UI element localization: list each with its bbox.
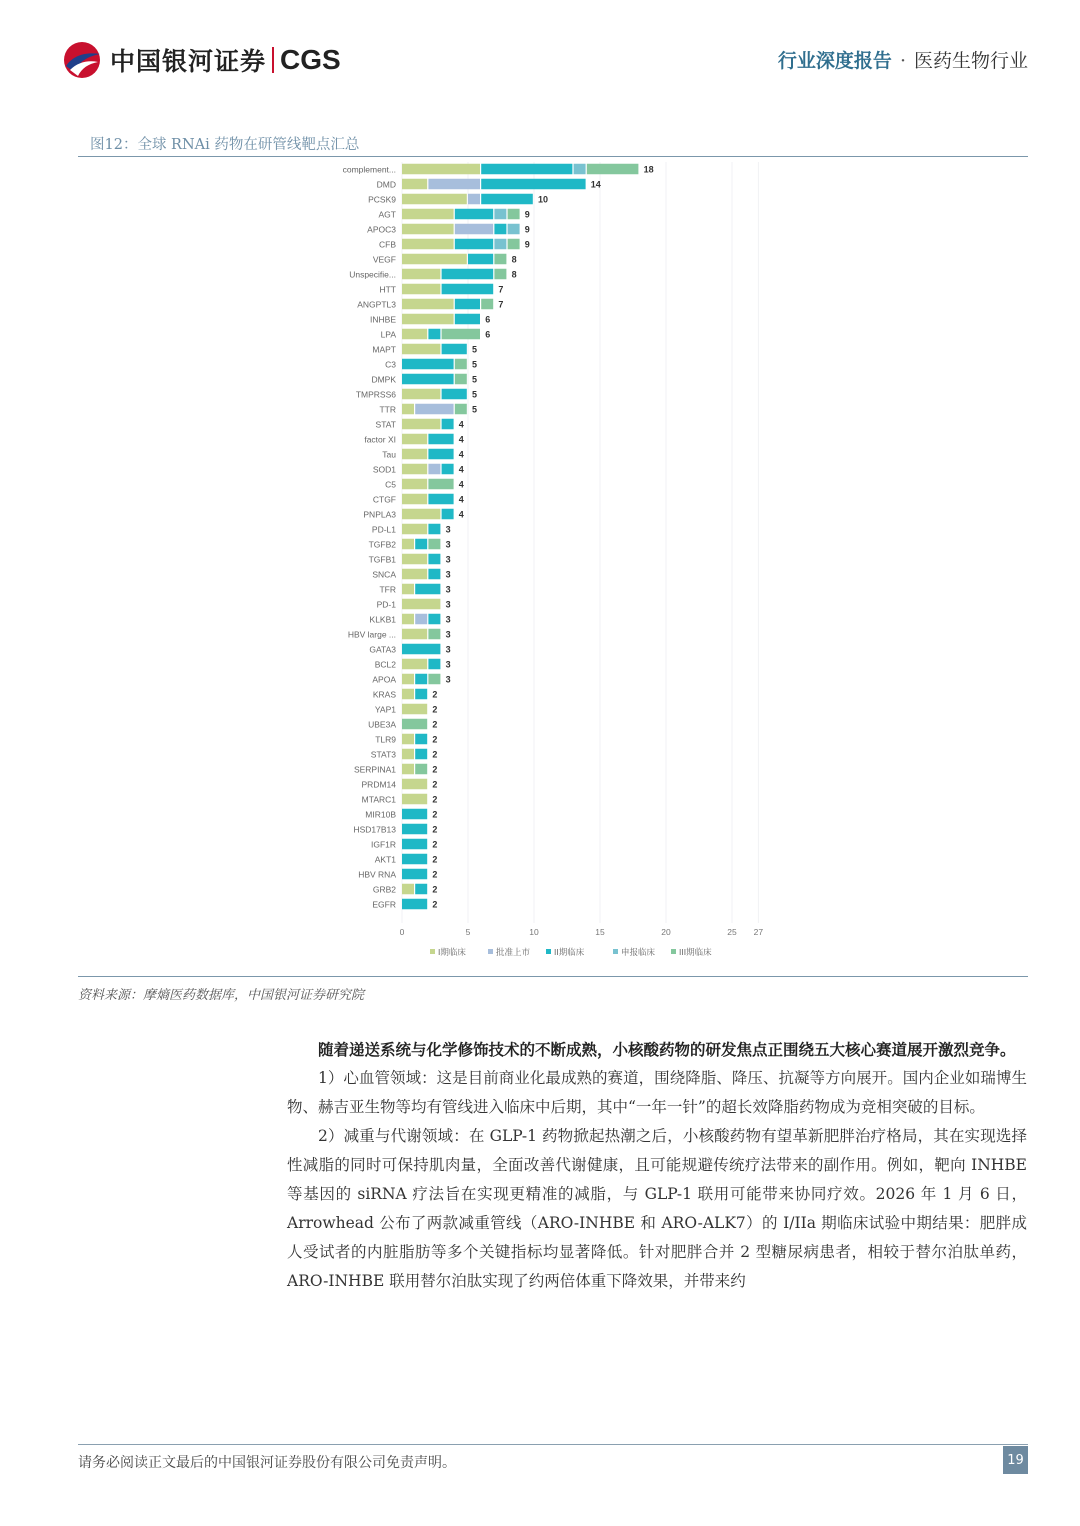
bar-segment bbox=[402, 839, 427, 850]
category-label: GRB2 bbox=[372, 884, 396, 895]
logo-divider bbox=[272, 47, 274, 73]
x-tick-label: 10 bbox=[529, 927, 539, 937]
page-header bbox=[0, 0, 1080, 110]
total-label: 3 bbox=[445, 569, 451, 580]
bar-segment bbox=[494, 254, 506, 265]
x-tick-label: 25 bbox=[727, 927, 737, 937]
rnai-target-chart bbox=[330, 158, 780, 958]
total-label: 3 bbox=[445, 614, 451, 625]
bar-segment bbox=[402, 734, 414, 745]
bar-segment bbox=[481, 299, 493, 310]
legend-label: 批准上市 bbox=[496, 947, 531, 957]
bar-segment bbox=[455, 239, 493, 250]
total-label: 3 bbox=[445, 584, 451, 595]
page-number: 19 bbox=[1003, 1446, 1028, 1474]
bar-segment bbox=[428, 449, 453, 460]
category-label: HBV large ... bbox=[347, 629, 396, 640]
bar-segment bbox=[455, 299, 480, 310]
report-category bbox=[778, 46, 1028, 73]
category-label: MIR10B bbox=[365, 809, 396, 820]
bar-segment bbox=[402, 494, 427, 505]
category-label: EGFR bbox=[372, 899, 396, 910]
category-label: UBE3A bbox=[368, 719, 396, 730]
category-label: TGFB2 bbox=[368, 539, 396, 550]
x-tick-label: 20 bbox=[661, 927, 671, 937]
bar-segment bbox=[402, 824, 427, 835]
total-label: 2 bbox=[432, 734, 438, 745]
logo-chinese-name: 中国银河证券 bbox=[110, 47, 267, 76]
category-label: KLKB1 bbox=[369, 614, 396, 625]
bar-segment bbox=[402, 569, 427, 580]
bar-segment bbox=[402, 794, 427, 805]
category-label: TTR bbox=[379, 404, 396, 415]
total-label: 10 bbox=[538, 194, 549, 205]
footer-rule bbox=[78, 1444, 1028, 1445]
category-label: MTARC1 bbox=[361, 794, 396, 805]
lead-paragraph: 随着递送系统与化学修饰技术的不断成熟，小核酸药物的研发焦点正围绕五大核心赛道展开激烈竞争。 bbox=[318, 1040, 1016, 1059]
total-label: 2 bbox=[432, 839, 438, 850]
bar-segment bbox=[415, 734, 427, 745]
category-label: TMPRSS6 bbox=[355, 389, 396, 400]
legend-label: III期临床 bbox=[679, 947, 712, 957]
legend-swatch bbox=[613, 949, 618, 954]
total-label: 3 bbox=[445, 554, 451, 565]
bar-segment bbox=[402, 674, 414, 685]
bar-segment bbox=[415, 674, 427, 685]
bar-segment bbox=[402, 389, 440, 400]
total-label: 3 bbox=[445, 539, 451, 550]
bar-segment bbox=[587, 164, 639, 175]
total-label: 5 bbox=[472, 404, 478, 415]
bar-segment bbox=[402, 629, 427, 640]
bar-segment bbox=[402, 449, 427, 460]
total-label: 3 bbox=[445, 524, 451, 535]
category-label: Tau bbox=[382, 449, 396, 460]
category-label: HTT bbox=[379, 284, 396, 295]
bar-segment bbox=[428, 674, 440, 685]
category-label: DMD bbox=[376, 179, 396, 190]
category-label: PD-L1 bbox=[371, 524, 396, 535]
bar-segment bbox=[442, 419, 454, 430]
bar-segment bbox=[415, 689, 427, 700]
category-label: GATA3 bbox=[369, 644, 396, 655]
bar-segment bbox=[574, 164, 586, 175]
total-label: 2 bbox=[432, 854, 438, 865]
category-label: VEGF bbox=[372, 254, 396, 265]
category-label: SOD1 bbox=[372, 464, 396, 475]
total-label: 2 bbox=[432, 794, 438, 805]
total-label: 7 bbox=[498, 299, 504, 310]
figure-title: 图12：全球 RNAi 药物在研管线靶点汇总 bbox=[90, 137, 360, 153]
bar-segment bbox=[442, 284, 494, 295]
bar-segment bbox=[442, 344, 467, 355]
total-label: 2 bbox=[432, 779, 438, 790]
bar-segment bbox=[402, 884, 414, 895]
bar-segment bbox=[402, 599, 440, 610]
figure-source: 资料来源：摩熵医药数据库，中国银河证券研究院 bbox=[78, 988, 365, 1003]
bar-segment bbox=[402, 464, 427, 475]
category-label: IGF1R bbox=[370, 839, 396, 850]
bar-segment bbox=[402, 524, 427, 535]
bar-segment bbox=[442, 464, 454, 475]
total-label: 2 bbox=[432, 704, 438, 715]
bar-segment bbox=[402, 434, 427, 445]
bar-segment bbox=[415, 404, 453, 415]
bar-segment bbox=[402, 254, 467, 265]
category-label: Unspecifie... bbox=[349, 269, 396, 280]
category-label: AGT bbox=[378, 209, 396, 220]
bar-segment bbox=[415, 884, 427, 895]
bar-segment bbox=[428, 629, 440, 640]
bar-segment bbox=[415, 764, 427, 775]
bar-segment bbox=[402, 614, 414, 625]
total-label: 6 bbox=[485, 314, 491, 325]
category-label: C5 bbox=[385, 479, 396, 490]
legend-label: I期临床 bbox=[438, 947, 466, 957]
legend-swatch bbox=[671, 949, 676, 954]
category-label: APOA bbox=[372, 674, 396, 685]
bar-segment bbox=[402, 644, 440, 655]
bar-segment bbox=[428, 539, 440, 550]
total-label: 5 bbox=[472, 389, 478, 400]
figure-bottom-rule bbox=[78, 976, 1028, 977]
logo-english-name: CGS bbox=[280, 44, 341, 75]
bar-segment bbox=[455, 359, 467, 370]
category-label: PD-1 bbox=[376, 599, 396, 610]
bar-segment bbox=[402, 689, 414, 700]
bar-segment bbox=[402, 194, 467, 205]
total-label: 6 bbox=[485, 329, 491, 340]
bar-segment bbox=[402, 899, 427, 910]
company-logo bbox=[60, 40, 341, 80]
bar-segment bbox=[402, 404, 414, 415]
bar-segment bbox=[402, 479, 427, 490]
bar-segment bbox=[402, 239, 454, 250]
total-label: 4 bbox=[458, 464, 464, 475]
x-tick-label: 0 bbox=[399, 927, 405, 937]
category-label: DMPK bbox=[371, 374, 396, 385]
category-label: KRAS bbox=[372, 689, 396, 700]
bar-segment bbox=[402, 329, 427, 340]
bar-segment bbox=[428, 494, 453, 505]
category-label: BCL2 bbox=[374, 659, 396, 670]
body-text bbox=[287, 1035, 1027, 1296]
total-label: 4 bbox=[458, 434, 464, 445]
category-label: LPA bbox=[380, 329, 396, 340]
total-label: 2 bbox=[432, 719, 438, 730]
bar-segment bbox=[428, 179, 480, 190]
bar-segment bbox=[402, 584, 414, 595]
total-label: 3 bbox=[445, 629, 451, 640]
bar-segment bbox=[455, 374, 467, 385]
bar-segment bbox=[402, 719, 427, 730]
bar-segment bbox=[428, 554, 440, 565]
bar-segment bbox=[442, 269, 494, 280]
bar-segment bbox=[402, 209, 454, 220]
bar-segment bbox=[402, 299, 454, 310]
industry-name: 医药生物行业 bbox=[913, 50, 1028, 72]
bar-segment bbox=[494, 224, 506, 235]
bar-segment bbox=[428, 569, 440, 580]
category-label: factor XI bbox=[364, 434, 396, 445]
total-label: 3 bbox=[445, 674, 451, 685]
total-label: 2 bbox=[432, 884, 438, 895]
total-label: 2 bbox=[432, 749, 438, 760]
total-label: 4 bbox=[458, 509, 464, 520]
total-label: 2 bbox=[432, 809, 438, 820]
bar-segment bbox=[415, 584, 440, 595]
bar-segment bbox=[428, 329, 440, 340]
bar-segment bbox=[402, 764, 414, 775]
bar-segment bbox=[455, 404, 467, 415]
total-label: 9 bbox=[524, 209, 530, 220]
total-label: 2 bbox=[432, 869, 438, 880]
bar-segment bbox=[468, 194, 480, 205]
total-label: 8 bbox=[511, 254, 517, 265]
category-label: STAT3 bbox=[370, 749, 396, 760]
total-label: 14 bbox=[590, 179, 601, 190]
bar-segment bbox=[455, 224, 493, 235]
paragraph-metabolic: 2）减重与代谢领域：在 GLP-1 药物掀起热潮之后，小核酸药物有望革新肥胖治疗格局，其在实现选择性减脂的同时可保持肌肉量，全面改善代谢健康，且可能规避传统疗法带来的副作用。例如，靶向 INHBE 等基因的 siRNA 疗法旨在实现更精准的减脂，与 GLP-1 联用可能带来协同疗效。2026 年 1 月 6 日，Arrowhead 公布了两款减重管线（ARO-INHBE 和 ARO-ALK7）的 I/IIa 期临床试验中期结果：肥胖成人受试者的内脏脂肪等多个关键指标均显著降低。针对肥胖合并 2 型糖尿病患者，相较于替尔泊肽单药，ARO-INHBE 联用替尔泊肽实现了约两倍体重下降效果，并带来约 bbox=[287, 1127, 1027, 1290]
legend-swatch bbox=[546, 949, 551, 954]
bar-segment bbox=[442, 329, 480, 340]
bar-segment bbox=[468, 254, 493, 265]
category-label: ANGPTL3 bbox=[357, 299, 396, 310]
bar-segment bbox=[455, 314, 480, 325]
total-label: 9 bbox=[524, 239, 530, 250]
report-type: 行业深度报告 bbox=[777, 50, 892, 72]
bar-segment bbox=[402, 554, 427, 565]
bar-segment bbox=[442, 509, 454, 520]
category-label: SERPINA1 bbox=[353, 764, 396, 775]
category-label: YAP1 bbox=[374, 704, 396, 715]
bar-segment bbox=[428, 614, 440, 625]
category-label: CTGF bbox=[372, 494, 396, 505]
total-label: 3 bbox=[445, 599, 451, 610]
x-tick-label: 27 bbox=[753, 927, 764, 937]
total-label: 18 bbox=[643, 164, 654, 175]
total-label: 5 bbox=[472, 359, 478, 370]
category-label: HBV RNA bbox=[358, 869, 396, 880]
bar-segment bbox=[402, 359, 454, 370]
category-label: PCSK9 bbox=[368, 194, 396, 205]
bar-segment bbox=[508, 239, 520, 250]
bar-segment bbox=[402, 179, 427, 190]
bar-segment bbox=[494, 239, 506, 250]
bar-segment bbox=[415, 614, 427, 625]
bar-segment bbox=[402, 704, 427, 715]
category-label: SNCA bbox=[372, 569, 396, 580]
bar-segment bbox=[494, 269, 506, 280]
bar-segment bbox=[508, 209, 520, 220]
total-label: 5 bbox=[472, 344, 478, 355]
category-label: complement... bbox=[342, 164, 396, 175]
category-label: TGFB1 bbox=[368, 554, 396, 565]
category-label: C3 bbox=[385, 359, 396, 370]
bar-segment bbox=[402, 659, 427, 670]
bar-segment bbox=[428, 659, 440, 670]
category-label: TLR9 bbox=[375, 734, 396, 745]
bar-segment bbox=[402, 509, 440, 520]
category-label: APOC3 bbox=[367, 224, 396, 235]
bar-segment bbox=[455, 209, 493, 220]
total-label: 2 bbox=[432, 764, 438, 775]
bar-segment bbox=[402, 374, 454, 385]
bar-segment bbox=[415, 749, 427, 760]
category-label: HSD17B13 bbox=[353, 824, 396, 835]
category-label: TFR bbox=[379, 584, 396, 595]
bar-segment bbox=[402, 749, 414, 760]
category-label: PNPLA3 bbox=[363, 509, 396, 520]
stacked-bar-chart bbox=[330, 158, 780, 958]
total-label: 2 bbox=[432, 689, 438, 700]
total-label: 9 bbox=[524, 224, 530, 235]
total-label: 2 bbox=[432, 824, 438, 835]
total-label: 2 bbox=[432, 899, 438, 910]
category-label: PRDM14 bbox=[361, 779, 396, 790]
bar-segment bbox=[494, 209, 506, 220]
bar-segment bbox=[428, 479, 453, 490]
bar-segment bbox=[442, 389, 467, 400]
bar-segment bbox=[481, 194, 533, 205]
bar-segment bbox=[402, 539, 414, 550]
bar-segment bbox=[415, 539, 427, 550]
bar-segment bbox=[402, 869, 427, 880]
bar-segment bbox=[402, 809, 427, 820]
bar-segment bbox=[402, 314, 454, 325]
x-tick-label: 5 bbox=[465, 927, 471, 937]
legend-swatch bbox=[488, 949, 493, 954]
x-tick-label: 15 bbox=[595, 927, 605, 937]
total-label: 3 bbox=[445, 644, 451, 655]
bar-segment bbox=[428, 524, 440, 535]
total-label: 3 bbox=[445, 659, 451, 670]
total-label: 4 bbox=[458, 479, 464, 490]
bar-segment bbox=[428, 434, 453, 445]
category-label: MAPT bbox=[372, 344, 396, 355]
legend-swatch bbox=[430, 949, 435, 954]
bar-segment bbox=[402, 419, 440, 430]
paragraph-cardiovascular: 1）心血管领域：这是目前商业化最成熟的赛道，围绕降脂、降压、抗凝等方向展开。国内企业如瑞博生物、赫吉亚生物等均有管线进入临床中后期，其中“一年一针”的超长效降脂药物成为竞相突破的目标。 bbox=[287, 1069, 1027, 1116]
total-label: 4 bbox=[458, 494, 464, 505]
footer-disclaimer: 请务必阅读正文最后的中国银河证券股份有限公司免责声明。 bbox=[78, 1455, 456, 1471]
bar-segment bbox=[402, 269, 440, 280]
category-label: STAT bbox=[375, 419, 396, 430]
category-label: AKT1 bbox=[374, 854, 396, 865]
bar-segment bbox=[508, 224, 520, 235]
bar-segment bbox=[402, 344, 440, 355]
bar-segment bbox=[402, 854, 427, 865]
bar-segment bbox=[402, 164, 480, 175]
legend-label: 申报临床 bbox=[621, 947, 656, 957]
category-label: CFB bbox=[379, 239, 396, 250]
bar-segment bbox=[402, 224, 454, 235]
figure-top-rule bbox=[78, 156, 1028, 157]
bar-segment bbox=[481, 179, 585, 190]
legend-label: II期临床 bbox=[554, 947, 585, 957]
total-label: 7 bbox=[498, 284, 504, 295]
galaxy-logo-icon bbox=[60, 40, 104, 80]
bar-segment bbox=[402, 284, 440, 295]
total-label: 4 bbox=[458, 419, 464, 430]
header-separator: · bbox=[899, 50, 906, 72]
category-label: INHBE bbox=[370, 314, 396, 325]
total-label: 5 bbox=[472, 374, 478, 385]
total-label: 8 bbox=[511, 269, 517, 280]
bar-segment bbox=[481, 164, 572, 175]
total-label: 4 bbox=[458, 449, 464, 460]
bar-segment bbox=[402, 779, 427, 790]
bar-segment bbox=[428, 464, 440, 475]
